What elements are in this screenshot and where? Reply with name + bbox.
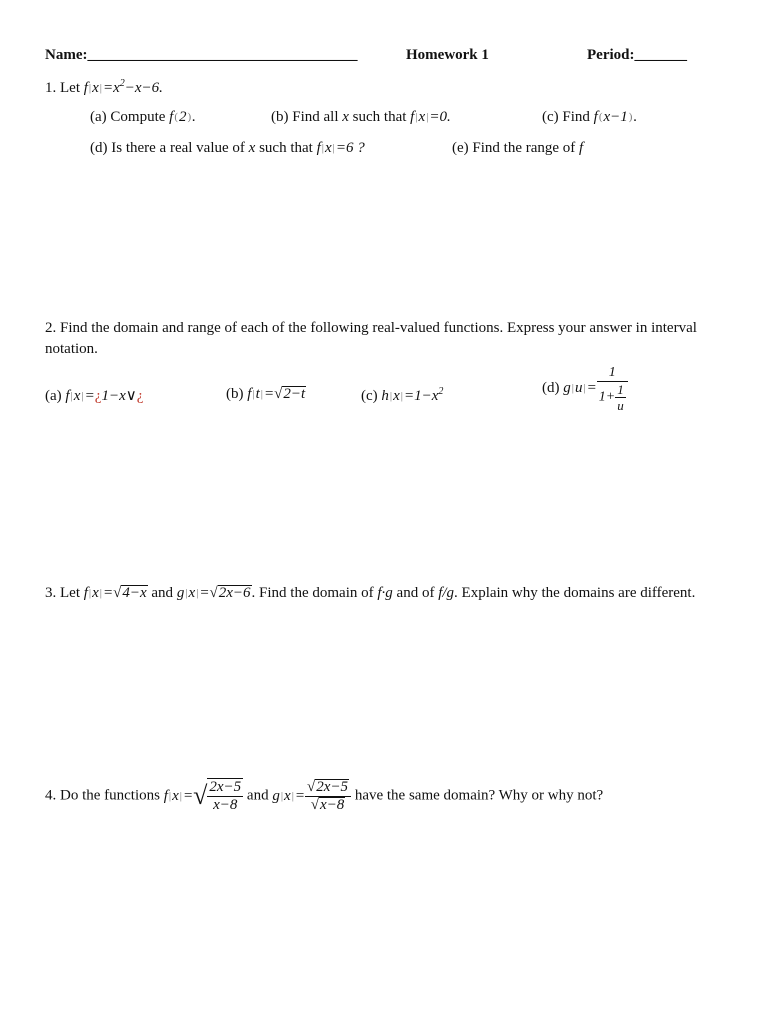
q1-part-d: (d) Is there a real value of x such that f|x|=6 ? <box>90 140 365 156</box>
page-title: Homework 1 <box>406 47 489 63</box>
name-label: Name: <box>45 47 88 63</box>
question-4: 4. Do the functions f|x|=√ $\frac{2x-5}{x-8}$ and g|x|= $\frac{√2x-5}{√x-8}$ have the same domain? Why or why not? <box>45 778 604 813</box>
q1-part-e: (e) Find the range of f <box>452 140 584 156</box>
q2-part-c: (c) $h|x|=1-x^2$ <box>361 386 444 404</box>
question-3: 3. Let f|x|=√4−x and g|x|=√2x−6. Find the domain of f·g and of f/g. Explain why the domains are different. <box>45 585 696 601</box>
name-field <box>45 47 357 64</box>
q1-intro: 1. Let <box>45 80 80 96</box>
period-label: Period: <box>587 47 635 63</box>
q1-part-b: (b) Find all x such that f|x|=0. <box>271 109 451 125</box>
q2-part-a: (a) f|x|=¿1−x∨¿ <box>45 388 144 404</box>
q1-part-a: (a) Compute f(2). <box>90 109 196 125</box>
q1-part-c: (c) Find f(x−1). <box>542 109 638 125</box>
period-line: _______ <box>634 47 687 63</box>
question-2: 2. Find the domain and range of each of the following real-valued functions. Express your answer in interval notation. <box>45 320 697 357</box>
q2-part-b: (b) f|t|=√2−t <box>226 386 306 402</box>
period-field <box>587 47 687 64</box>
q1-function: $f|x|=x^2-x-6$. <box>83 78 163 96</box>
question-1 <box>45 78 163 97</box>
q2-part-d: (d) g|u|= 1 1+ $\frac{1}{u}$ <box>542 364 628 413</box>
name-line: ____________________________________ <box>87 47 358 63</box>
